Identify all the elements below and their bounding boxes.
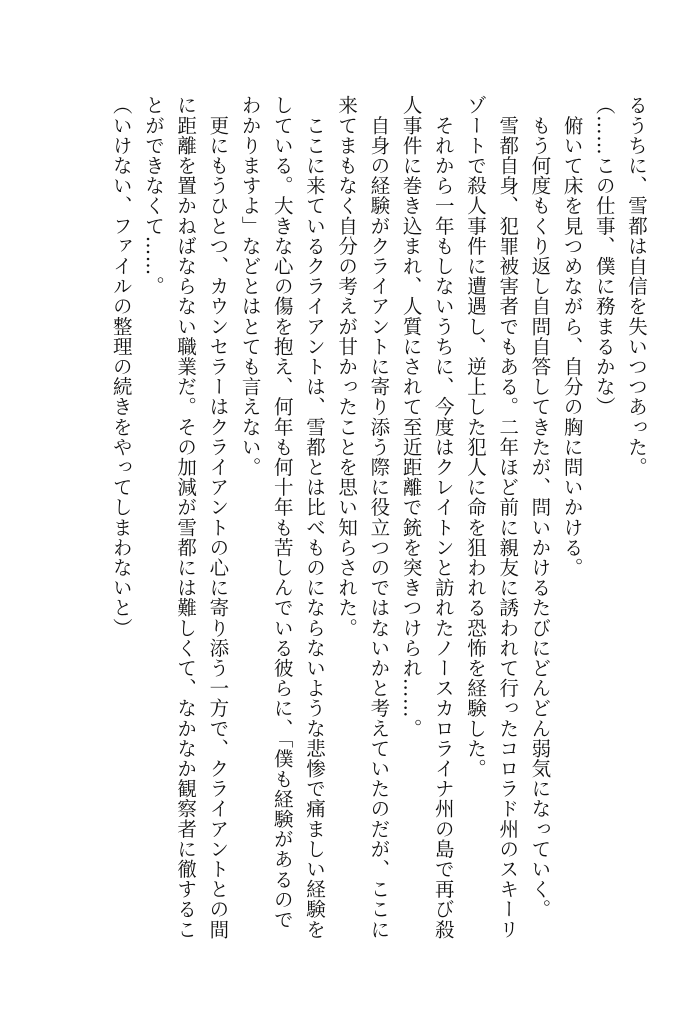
text-line: とができなくて……。: [141, 95, 165, 296]
text-line: 更にもうひとつ、カウンセラーはクライアントの心に寄り添う一方で、クライアントとの間: [206, 95, 230, 940]
text-line: 自身の経験がクライアントに寄り添う際に役立つのではないかと考えていたのだが、ここに: [367, 95, 391, 940]
text-line: ゾートで殺人事件に遭遇し、逆上した犯人に命を狙われる恐怖を経験した。: [463, 95, 487, 779]
text-line: るうちに、雪都は自信を失いつつあった。: [625, 95, 648, 477]
text-line: している。大きな心の傷を抱え、何年も何十年も苦しんでいる彼らに、「僕も経験があるので: [270, 95, 294, 930]
text-line: （いけない、ファイルの整理の続きをやってしまわないと）: [109, 95, 133, 638]
text-line: 俯いて床を見つめながら、自分の胸に問いかける。: [560, 95, 584, 578]
text-line: それから一年もしないうちに、今度はクレイトンと訪れたノースカロライナ州の島で再び殺: [431, 95, 455, 940]
text-line: 雪都自身、犯罪被害者でもある。二年ほど前に親友に誘われて行ったコロラド州のスキーリ: [496, 95, 520, 940]
vertical-text-body: [105, 95, 652, 955]
text-line: 人事件に巻き込まれ、人質にされて至近距離で銃を突きつけられ……。: [399, 95, 423, 739]
text-line: に距離を置かねばならない職業だ。その加減が雪都には難しくて、なかなか観察者に徹するこ: [174, 95, 198, 940]
text-line: わかりますよ」などとはとても言えない。: [238, 95, 262, 477]
text-line: ここに来ているクライアントは、雪都とは比べものにならないような悲惨で痛ましい経験を: [302, 95, 326, 940]
text-line: もう何度もくり返し自問自答してきたが、問いかけるたびにどんどん弱気になっていく。: [528, 95, 552, 920]
text-line: 来てまもなく自分の考えが甘かったことを思い知らされた。: [335, 95, 359, 638]
text-line: （……この仕事、僕に務まるかな）: [592, 95, 616, 417]
